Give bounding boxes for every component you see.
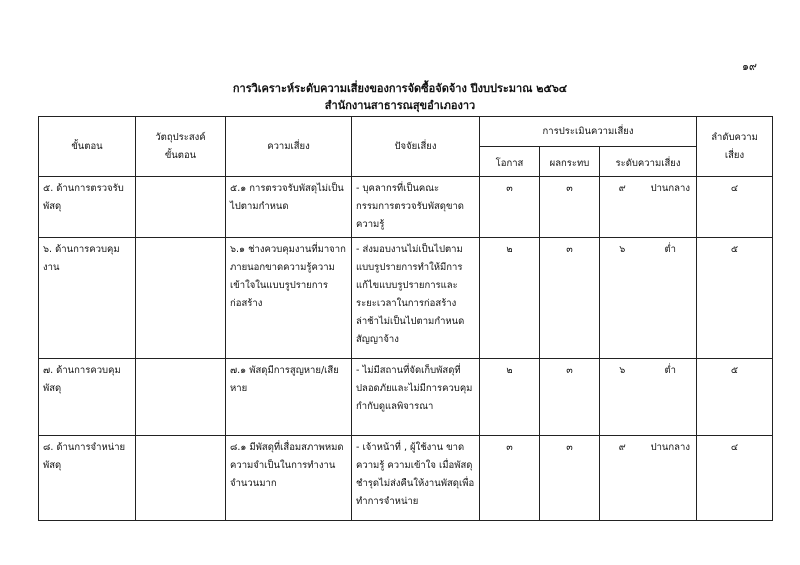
cell-score: ๖ xyxy=(600,359,645,436)
risk-assessment-table xyxy=(38,116,773,521)
cell-risk-factor: - บุคลากรที่เป็นคณะกรรมการตรวจรับพัสดุขาดความรู้ xyxy=(352,177,480,238)
cell-score: ๙ xyxy=(600,177,645,238)
cell-risk: ๕.๑ การตรวจรับพัสดุไม่เป็นไปตามกำหนด xyxy=(226,177,352,238)
cell-step: ๖. ด้านการควบคุมงาน xyxy=(39,238,136,359)
cell-step: ๕. ด้านการตรวจรับพัสดุ xyxy=(39,177,136,238)
header-step: ขั้นตอน xyxy=(39,117,136,177)
cell-objective xyxy=(136,177,226,238)
title-line-2: สำนักงานสาธารณสุขอำเภองาว xyxy=(324,99,476,112)
cell-impact: ๓ xyxy=(540,238,600,359)
cell-score: ๙ xyxy=(600,436,645,521)
header-priority: ลำดับความ เสี่ยง xyxy=(697,117,773,177)
cell-priority: ๔ xyxy=(697,436,773,521)
header-assessment: การประเมินความเสี่ยง xyxy=(480,117,697,147)
cell-score: ๖ xyxy=(600,238,645,359)
cell-likelihood: ๓ xyxy=(480,177,540,238)
table-row xyxy=(39,436,773,521)
table-row xyxy=(39,359,773,436)
cell-risk: ๘.๑ มีพัสดุที่เสื่อมสภาพหมดความจำเป็นในการทำงานจำนวนมาก xyxy=(226,436,352,521)
cell-level: ต่ำ xyxy=(645,238,697,359)
cell-likelihood: ๓ xyxy=(480,436,540,521)
cell-impact: ๓ xyxy=(540,177,600,238)
cell-priority: ๕ xyxy=(697,238,773,359)
table-row xyxy=(39,238,773,359)
document-title xyxy=(0,80,800,114)
table-row xyxy=(39,177,773,238)
cell-likelihood: ๒ xyxy=(480,238,540,359)
cell-objective xyxy=(136,436,226,521)
cell-risk-factor: - ส่งมอบงานไม่เป็นไปตามแบบรูปรายการทำให้มีการแก้ไขแบบรูปรายการและระยะเวลาในการก่อสร้างล่าช้าไม่เป็นไปตามกำหนดสัญญาจ้าง xyxy=(352,238,480,359)
cell-objective xyxy=(136,238,226,359)
header-objective: วัตถุประสงค์ ขั้นตอน xyxy=(136,117,226,177)
cell-objective xyxy=(136,359,226,436)
cell-level: ปานกลาง xyxy=(645,436,697,521)
cell-step: ๘. ด้านการจำหน่ายพัสดุ xyxy=(39,436,136,521)
header-risk-factor: ปัจจัยเสี่ยง xyxy=(352,117,480,177)
cell-likelihood: ๒ xyxy=(480,359,540,436)
cell-risk-factor: - เจ้าหน้าที่ , ผู้ใช้งาน ขาดความรู้ ความเข้าใจ เมื่อพัสดุชำรุดไม่ส่งคืนให้งานพัสดุเพื่อทำการจำหน่าย xyxy=(352,436,480,521)
cell-priority: ๕ xyxy=(697,359,773,436)
header-impact: ผลกระทบ xyxy=(540,147,600,177)
cell-risk: ๗.๑ พัสดุมีการสูญหาย/เสียหาย xyxy=(226,359,352,436)
cell-impact: ๓ xyxy=(540,359,600,436)
cell-step: ๗. ด้านการควบคุมพัสดุ xyxy=(39,359,136,436)
cell-level: ปานกลาง xyxy=(645,177,697,238)
header-risk-level: ระดับความเสี่ยง xyxy=(600,147,697,177)
cell-level: ต่ำ xyxy=(645,359,697,436)
title-line-1: การวิเคราะห์ระดับความเสี่ยงของการจัดซื้อจัดจ้าง ปีงบประมาณ ๒๕๖๔ xyxy=(232,82,568,95)
header-risk: ความเสี่ยง xyxy=(226,117,352,177)
cell-impact: ๓ xyxy=(540,436,600,521)
cell-risk-factor: - ไม่มีสถานที่จัดเก็บพัสดุที่ปลอดภัยและไม่มีการควบคุมกำกับดูแลพิจารณา xyxy=(352,359,480,436)
cell-priority: ๔ xyxy=(697,177,773,238)
page-number: ๑๙ xyxy=(741,60,757,73)
cell-risk: ๖.๑ ช่างควบคุมงานที่มาจากภายนอกขาดความรู้ความเข้าใจในแบบรูปรายการก่อสร้าง xyxy=(226,238,352,359)
header-likelihood: โอกาส xyxy=(480,147,540,177)
